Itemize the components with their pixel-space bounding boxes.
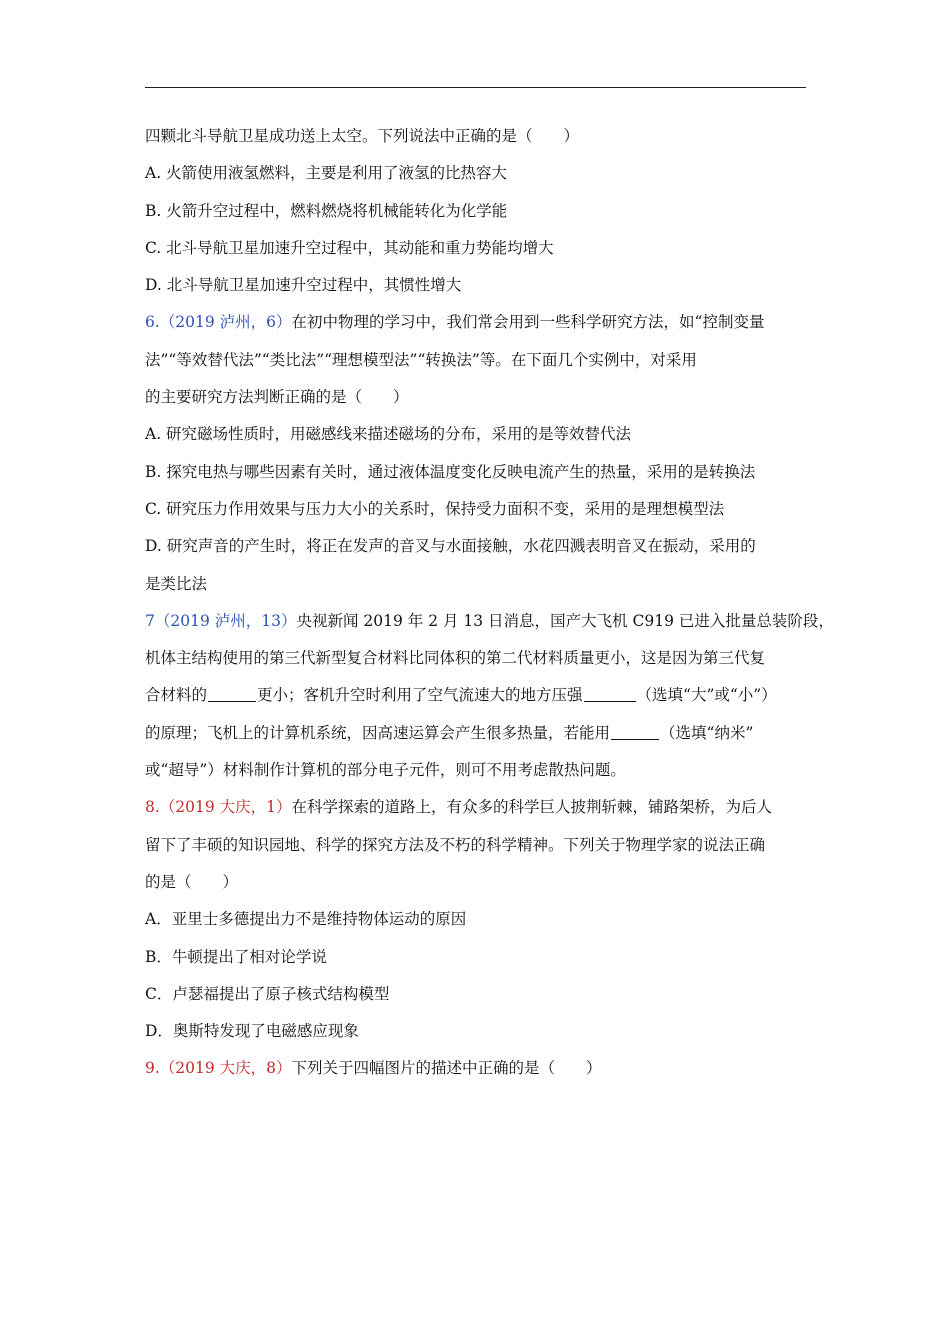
q8-option-a: A．亚里士多德提出力不是维持物体运动的原因 bbox=[145, 910, 467, 929]
q6-option-a: A. 研究磁场性质时，用磁感线来描述磁场的分布，采用的是等效替代法 bbox=[145, 425, 632, 444]
q8-stem-line-1: 8.（2019 大庆，1）在科学探索的道路上，有众多的科学巨人披荆斩棘，铺路架桥，为后人 bbox=[145, 798, 773, 817]
q6-option-d-cont: 是类比法 bbox=[145, 574, 208, 593]
q7-stem-line-4: 的原理；飞机上的计算机系统，因高速运算会产生很多热量，若能用 （选填“纳米” bbox=[145, 723, 754, 742]
q5-option-a: A. 火箭使用液氢燃料，主要是利用了液氢的比热容大 bbox=[145, 164, 508, 183]
q7-source-tag: 7（2019 泸州，13） bbox=[145, 611, 297, 630]
exam-content bbox=[145, 118, 834, 1088]
q7-stem-line-5: 或“超导”）材料制作计算机的部分电子元件，则可不用考虑散热问题。 bbox=[145, 761, 626, 780]
q8-stem-line-2: 留下了丰硕的知识园地、科学的探究方法及不朽的科学精神。下列关于物理学家的说法正确 bbox=[145, 835, 766, 854]
q6-option-c: C. 研究压力作用效果与压力大小的关系时，保持受力面积不变，采用的是理想模型法 bbox=[145, 499, 725, 518]
q8-option-c: C．卢瑟福提出了原子核式结构模型 bbox=[145, 984, 390, 1003]
q7-blank-1 bbox=[208, 686, 256, 703]
q6-option-b: B. 探究电热与哪些因素有关时，通过液体温度变化反映电流产生的热量，采用的是转换法 bbox=[145, 462, 756, 481]
q7-blank-3 bbox=[611, 723, 659, 740]
q6-source-tag: 6.（2019 泸州，6） bbox=[145, 313, 292, 332]
q8-option-d: D．奥斯特发现了电磁感应现象 bbox=[145, 1022, 359, 1041]
q7-stem-line-2: 机体主结构使用的第三代新型复合材料比同体积的第二代材料质量更小，这是因为第三代复 bbox=[145, 649, 766, 668]
q6-stem-line-3: 的主要研究方法判断正确的是（ ） bbox=[145, 388, 409, 407]
q5-stem: 四颗北斗导航卫星成功送上太空。下列说法中正确的是（ ） bbox=[145, 127, 580, 145]
q6-stem-line-2: 法”“等效替代法”“类比法”“理想模型法”“转换法”等。在下面几个实例中，对采用 bbox=[145, 350, 697, 369]
q5-option-d: D. 北斗导航卫星加速升空过程中，其惯性增大 bbox=[145, 276, 462, 295]
q5-option-b: B. 火箭升空过程中，燃料燃烧将机械能转化为化学能 bbox=[145, 201, 508, 220]
q7-stem-line-1: 7（2019 泸州，13）央视新闻 2019 年 2 月 13 日消息，国产大飞机 C919 已进入批量总装阶段， bbox=[145, 611, 834, 630]
q8-source-tag: 8.（2019 大庆，1） bbox=[145, 798, 292, 817]
q7-blank-2 bbox=[584, 686, 636, 703]
q5-option-c: C. 北斗导航卫星加速升空过程中，其动能和重力势能均增大 bbox=[145, 238, 554, 257]
q6-option-d: D. 研究声音的产生时，将正在发声的音叉与水面接触，水花四溅表明音叉在振动，采用的 bbox=[145, 537, 756, 556]
q6-stem-line-1: 6.（2019 泸州，6）在初中物理的学习中，我们常会用到一些科学研究方法，如“控制变量 bbox=[145, 313, 765, 332]
header-rule bbox=[145, 87, 806, 88]
q9-source-tag: 9.（2019 大庆，8） bbox=[145, 1059, 292, 1078]
q8-option-b: B．牛顿提出了相对论学说 bbox=[145, 947, 327, 966]
q8-stem-line-3: 的是（ ） bbox=[145, 872, 239, 891]
q7-stem-line-3: 合材料的 更小；客机升空时利用了空气流速大的地方压强 （选填“大”或“小”） bbox=[145, 686, 777, 705]
q9-stem: 9.（2019 大庆，8）下列关于四幅图片的描述中正确的是（ ） bbox=[145, 1059, 602, 1078]
